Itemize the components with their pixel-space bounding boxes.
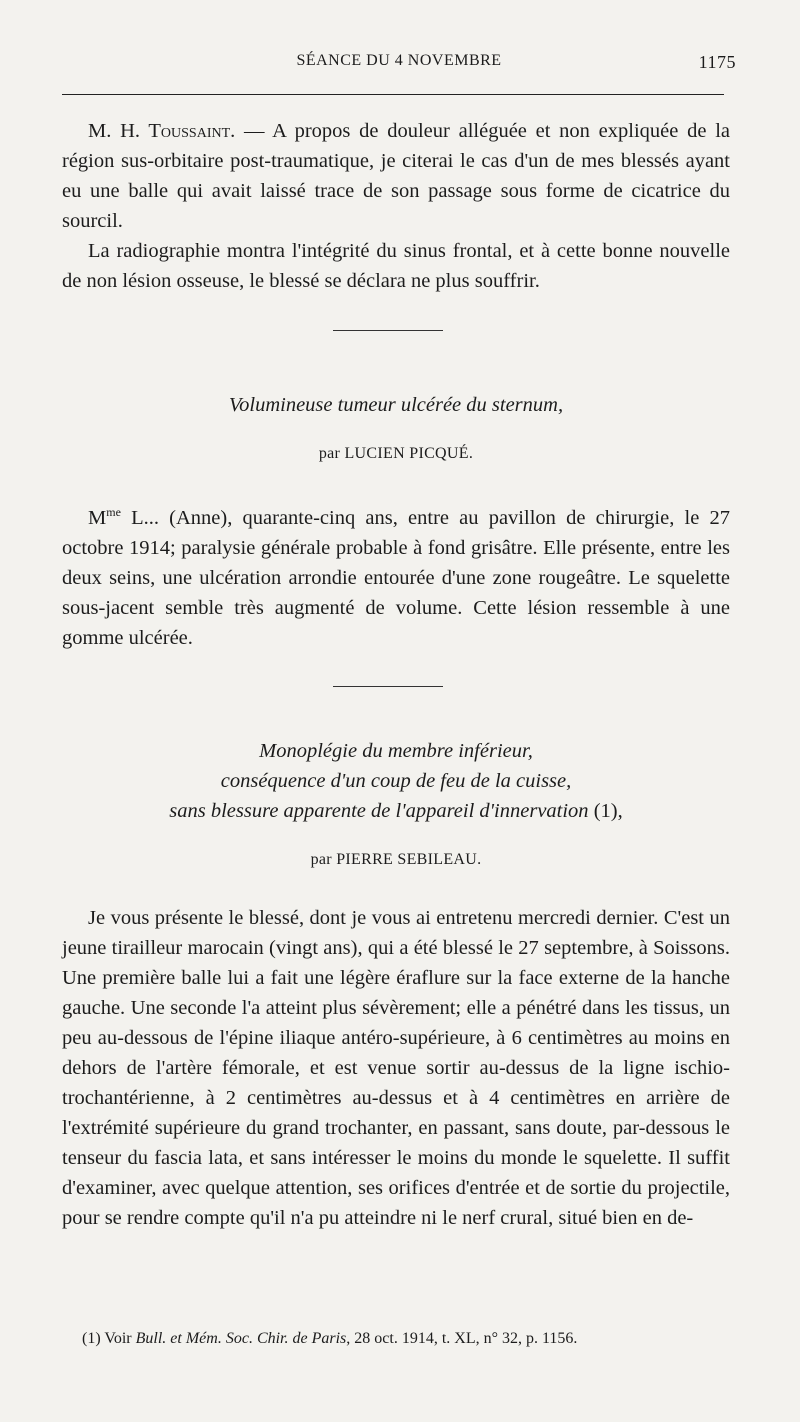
salutation-superscript: me bbox=[106, 505, 121, 519]
article-2-author: par PIERRE SEBILEAU. bbox=[310, 851, 482, 868]
section-divider-2 bbox=[333, 686, 443, 687]
article-1-body-text: L... (Anne), quarante-cinq ans, entre au pavillon de chirurgie, le 27 octobre 1914; paralysie générale probable à fond grisâtre. Elle présente, entre les deux seins, une ulcération arrondie entourée d'une zone rougeâtre. Le squelette sous-jacent semble très augmenté de volume. Cette lésion ressemble à une gomme ulcérée. bbox=[62, 506, 730, 649]
page-number: 1175 bbox=[698, 52, 736, 72]
running-header bbox=[62, 52, 736, 78]
section-divider-1 bbox=[333, 330, 443, 331]
toussaint-paragraph-2: La radiographie montra l'intégrité du sinus frontal, et à cette bonne nouvelle de non lésion osseuse, le blessé se déclara ne plus souffrir. bbox=[62, 240, 730, 292]
footnote-details: , 28 oct. 1914, t. XL, n° 32, p. 1156. bbox=[346, 1330, 578, 1347]
article-2-title-line-3-text: sans blessure apparente de l'appareil d'innervation bbox=[169, 800, 589, 822]
article-2-title-line-1: Monoplégie du membre inférieur, bbox=[259, 740, 533, 762]
speaker-name: M. H. Toussaint. bbox=[88, 120, 236, 142]
article-2-title-note-ref: (1), bbox=[588, 800, 623, 822]
toussaint-paragraph-1-text: — A propos de douleur alléguée et non expliquée de la région sus-orbitaire post-traumatique, je citerai le cas d'un de mes blessés ayant eu une balle qui avait laissé trace de son passage sous forme de cicatrice du sourcil. bbox=[62, 120, 730, 232]
header-rule bbox=[62, 94, 724, 95]
article-2-body: Je vous présente le blessé, dont je vous ai entretenu mercredi dernier. C'est un jeune tirailleur marocain (vingt ans), qui a été blessé le 27 septembre, à Soissons. Une première balle lui a fait une légère éraflure sur la face externe de la hanche gauche. Une seconde l'a atteint plus sévèrement; elle a pénétré dans les tissus, un peu au-dessous de l'épine iliaque antéro-supérieure, à 6 centimètres au moins en dehors de l'artère fémorale, et est venue sortir au-dessus de la ligne ischio-trochantérienne, à 2 centimètres au-dessus et à 4 centimètres en arrière de l'extrémité supérieure du grand trochanter, en passant, sans doute, par-dessous le tenseur du fascia lata, et sans intéresser le moins du monde le squelette. Il suffit d'examiner, avec quelque attention, ses orifices d'entrée et de sortie du projectile, pour se rendre compte qu'il n'a pu atteindre ni le nerf crural, situé bien en de- bbox=[62, 907, 730, 1229]
article-2-title-line-2: conséquence d'un coup de feu de la cuisse, bbox=[220, 770, 572, 792]
article-1-title: Volumineuse tumeur ulcérée du sternum, bbox=[228, 394, 564, 416]
article-1-author: par LUCIEN PICQUÉ. bbox=[318, 445, 474, 462]
article-2-title-line-3 bbox=[62, 796, 730, 827]
toussaint-paragraph-1 bbox=[62, 116, 730, 236]
footnote-marker: (1) Voir bbox=[82, 1330, 136, 1347]
salutation: M bbox=[88, 506, 107, 529]
footnote-source: Bull. et Mém. Soc. Chir. de Paris bbox=[135, 1330, 347, 1347]
footnote bbox=[62, 1328, 732, 1350]
article-1-body bbox=[62, 497, 730, 653]
running-title: SÉANCE DU 4 NOVEMBRE bbox=[296, 52, 502, 69]
